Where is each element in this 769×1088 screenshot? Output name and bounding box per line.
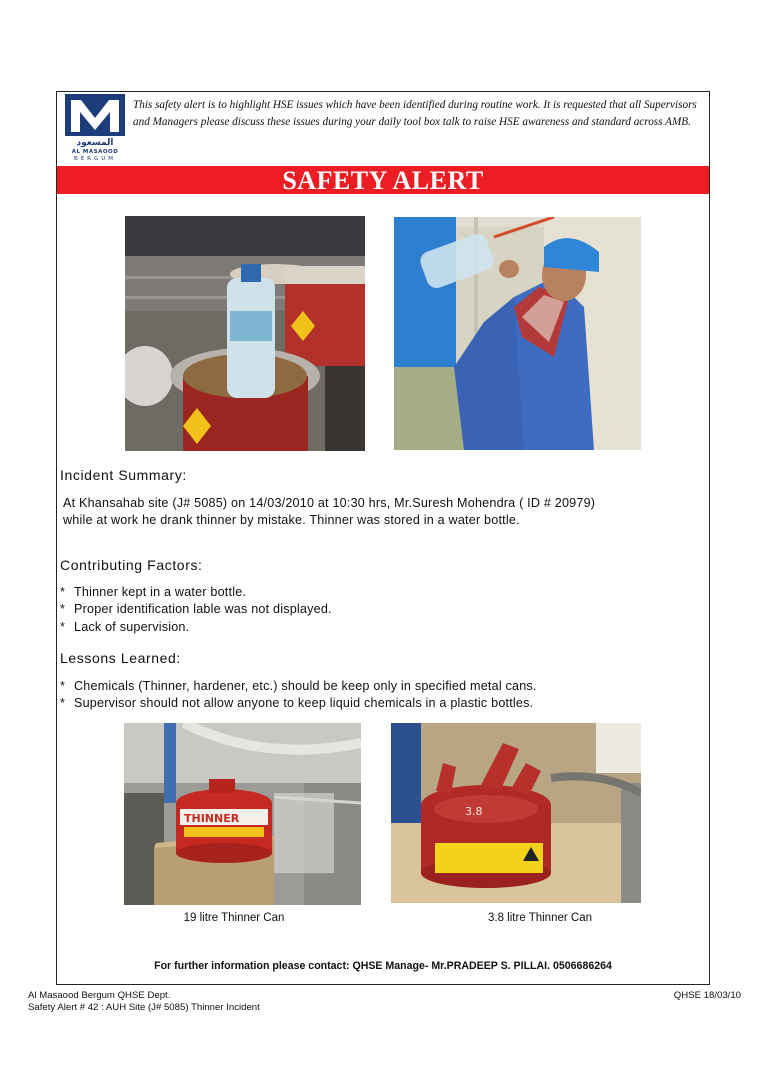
safety-alert-banner: SAFETY ALERT: [57, 166, 709, 194]
contact-line: For further information please contact: QHSE Manage- Mr.PRADEEP S. PILLAI. 0506686264: [154, 960, 612, 972]
caption-19-litre: 19 litre Thinner Can: [183, 912, 285, 924]
contributing-factors-list: [60, 584, 332, 636]
photo-3-8-litre-can: [391, 723, 641, 903]
footer-alert-ref: Safety Alert # 42 : AUH Site (J# 5085) Thinner Incident: [28, 1002, 260, 1013]
logo-arabic-text: المسعود: [76, 138, 114, 148]
logo-company-name: AL MASAOOD: [71, 149, 119, 155]
caption-3-8-litre: 3.8 litre Thinner Can: [488, 912, 592, 924]
footer-doc-code: QHSE 18/03/10: [673, 990, 741, 1001]
incident-summary-heading: Incident Summary:: [60, 467, 187, 483]
list-item: * Proper identification lable was not displayed.: [60, 601, 332, 618]
svg-text:3.8: 3.8: [465, 805, 483, 818]
logo-mark-icon: [65, 94, 125, 136]
lessons-learned-heading: Lessons Learned:: [60, 650, 181, 666]
contributing-factors-heading: Contributing Factors:: [60, 557, 203, 573]
lessons-learned-list: [60, 678, 537, 713]
footer-dept: Al Masaood Bergum QHSE Dept.: [28, 990, 171, 1001]
company-logo: [62, 94, 128, 164]
list-item: * Chemicals (Thinner, hardener, etc.) should be keep only in specified metal cans.: [60, 678, 537, 695]
photo-19-litre-can: [124, 723, 361, 905]
list-item: * Lack of supervision.: [60, 619, 332, 636]
svg-text:THINNER: THINNER: [184, 812, 240, 825]
list-item: * Thinner kept in a water bottle.: [60, 584, 332, 601]
logo-company-subname: BERGUM: [73, 156, 117, 162]
list-item: * Supervisor should not allow anyone to keep liquid chemicals in a plastic bottles.: [60, 695, 537, 712]
photo-water-bottle-on-drum: [125, 216, 365, 451]
incident-summary-line-2: while at work he drank thinner by mistake. Thinner was stored in a water bottle.: [63, 513, 520, 527]
incident-summary-line-1: At Khansahab site (J# 5085) on 14/03/2010 at 10:30 hrs, Mr.Suresh Mohendra ( ID # 20979): [63, 496, 596, 510]
intro-text: This safety alert is to highlight HSE issues which have been identified during routine work. It is requested that all Supervisors and Managers please discuss these issues during your daily tool box talk to raise HSE awareness and standard across AMB.: [133, 99, 697, 128]
photo-worker-drinking: [394, 217, 641, 450]
